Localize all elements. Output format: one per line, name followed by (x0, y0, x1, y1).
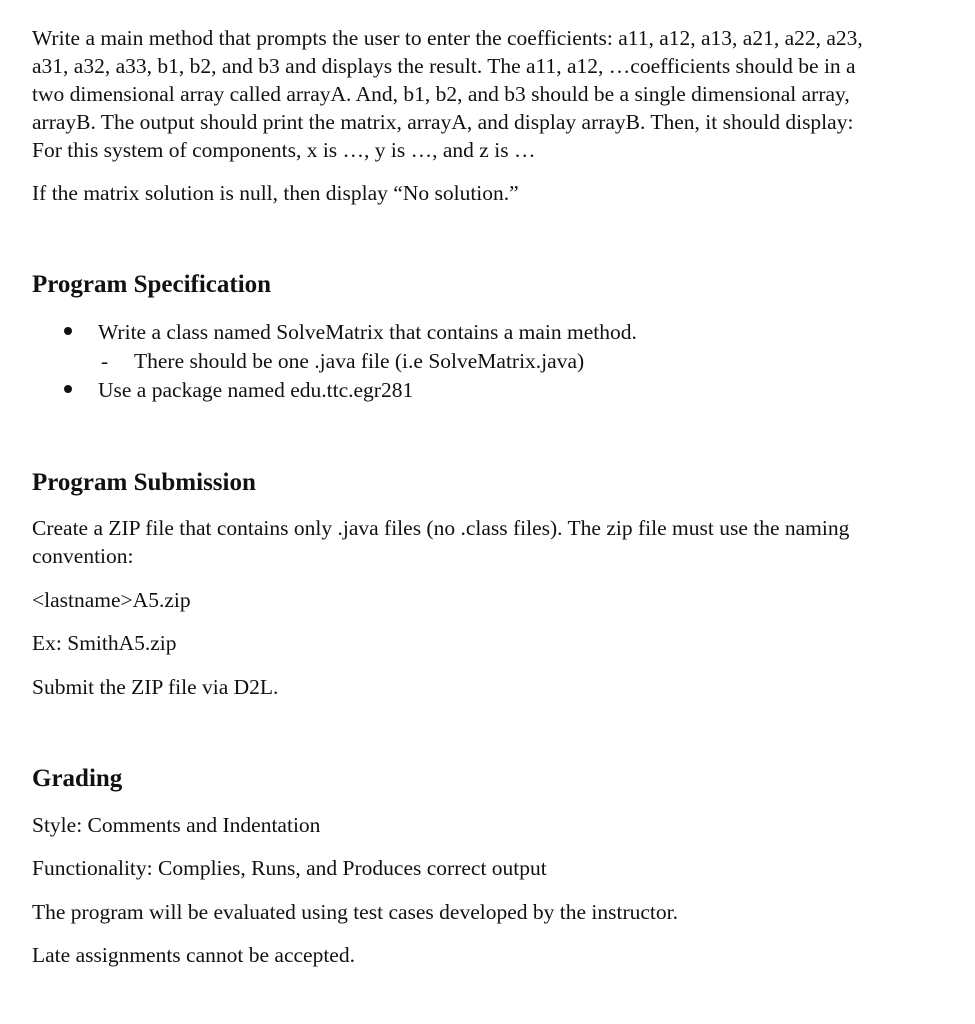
grading-functionality: Functionality: Complies, Runs, and Produces correct output (32, 856, 547, 880)
example-filename: Ex: SmithA5.zip (32, 631, 177, 655)
grading-evaluation: The program will be evaluated using test cases developed by the instructor. (32, 900, 679, 924)
late-policy: Late assignments cannot be accepted. (32, 943, 355, 967)
intro-line: two dimensional array called arrayA. And, b1, b2, and b3 should be a single dimensional array, (32, 82, 850, 106)
null-solution-note: If the matrix solution is null, then display “No solution.” (32, 181, 519, 205)
grading-style: Style: Comments and Indentation (32, 813, 321, 837)
spec-bullet-text: Write a class named SolveMatrix that contains a main method. (98, 320, 637, 344)
bullet-icon (64, 385, 72, 393)
submission-text: convention: (32, 544, 134, 568)
specification-heading: Program Specification (32, 271, 272, 298)
submission-heading: Program Submission (32, 469, 256, 496)
spec-sub-text: There should be one .java file (i.e SolveMatrix.java) (134, 349, 585, 373)
submission-text: Create a ZIP file that contains only .java files (no .class files). The zip file must use the naming (32, 516, 850, 540)
grading-heading: Grading (32, 765, 123, 792)
submit-instruction: Submit the ZIP file via D2L. (32, 675, 279, 699)
dash-marker: - (101, 349, 109, 373)
intro-line: a31, a32, a33, b1, b2, and b3 and displays the result. The a11, a12, …coefficients should be in a (32, 54, 856, 78)
bullet-icon (64, 327, 72, 335)
naming-convention: <lastname>A5.zip (32, 588, 191, 612)
intro-line: For this system of components, x is …, y is …, and z is … (32, 138, 536, 162)
intro-line: Write a main method that prompts the user to enter the coefficients: a11, a12, a13, a21, a22, a23, (32, 26, 863, 50)
intro-line: arrayB. The output should print the matrix, arrayA, and display arrayB. Then, it should display: (32, 110, 854, 134)
spec-bullet-text: Use a package named edu.ttc.egr281 (98, 378, 414, 402)
